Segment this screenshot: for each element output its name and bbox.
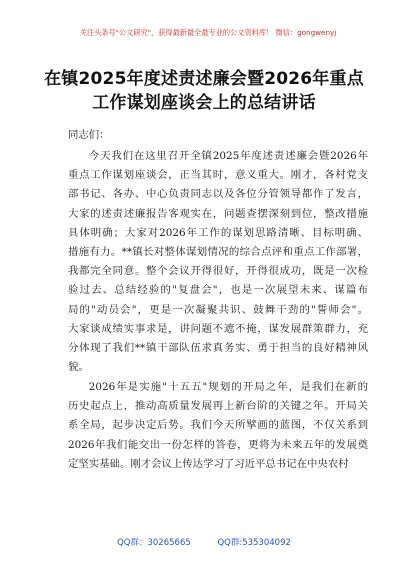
footer-qq-group-1: QQ群：30265665 bbox=[117, 538, 191, 548]
paragraph2-line: 2026年是实施"十五五"规划的开局之年，是我们在新的 bbox=[88, 381, 368, 393]
paragraph1-line: 验过去、总结经验的"复盘会"，也是一次展望未来、谋篇布 bbox=[68, 284, 368, 297]
paragraph1-line: 我都完全同意。整个会议开得很好，开得很成功，既是一次检 bbox=[68, 265, 368, 278]
footer-contact bbox=[0, 536, 408, 548]
paragraph1-line: 分体现了我们**镇干部队伍求真务实、勇于担当的良好精神风 bbox=[68, 342, 368, 355]
document-title-line-1: 在镇2025年度述责述廉会暨2026年重点 bbox=[44, 69, 364, 89]
paragraph2-line: 定坚实基础。刚才会议上传达学习了习近平总书记在中央农村 bbox=[68, 457, 349, 470]
paragraph2-line: 系全局，起步决定后势。我们今天所擘画的蓝图，不仅关系到 bbox=[68, 419, 368, 432]
paragraph1-line: 局的"动员会"，更是一次凝聚共识、鼓舞干劲的"誓师会"。 bbox=[68, 303, 368, 316]
header-notice: 关注头条号"公文研究"，获得最新最全最专业的公文资料库！ 微信：gongwenyj bbox=[79, 28, 337, 37]
paragraph1-line: 具体明确；大家对2026年工作的谋划思路清晰、目标明确、 bbox=[68, 226, 368, 239]
paragraph2-line: 历史起点上，推动高质量发展再上新台阶的关键之年。开局关 bbox=[68, 400, 368, 413]
paragraph2-line: 2026年我们能交出一份怎样的答卷，更将为未来五年的发展奠 bbox=[68, 438, 368, 451]
paragraph1-line: 措施有力。**镇长对整体谋划情况的综合点评和重点工作部署， bbox=[68, 246, 368, 259]
paragraph1-line: 大家的述责述廉报告客观实在，问题查摆深刻到位，整改措施 bbox=[68, 207, 368, 220]
paragraph1-line: 重点工作谋划座谈会，正当其时，意义重大。刚才，各村党支 bbox=[68, 169, 368, 182]
paragraph1-line: 今天我们在这里召开全镇2025年度述责述廉会暨2026年 bbox=[88, 150, 368, 162]
paragraph-1 bbox=[68, 147, 368, 377]
paragraph-2 bbox=[68, 378, 368, 474]
footer-qq-group-2: QQ群:535304092 bbox=[217, 538, 291, 548]
paragraph1-line: 部书记、各办、中心负责同志以及各位分管领导都作了发言， bbox=[68, 188, 368, 201]
salutation: 同志们： bbox=[68, 129, 110, 141]
paragraph1-line: 大家谈成绩实事求是，讲问题不遮不掩，谋发展群策群力，充 bbox=[68, 322, 368, 335]
document-title-line-2: 工作谋划座谈会上的总结讲话 bbox=[92, 93, 316, 113]
paragraph1-line: 貌。 bbox=[68, 361, 89, 374]
